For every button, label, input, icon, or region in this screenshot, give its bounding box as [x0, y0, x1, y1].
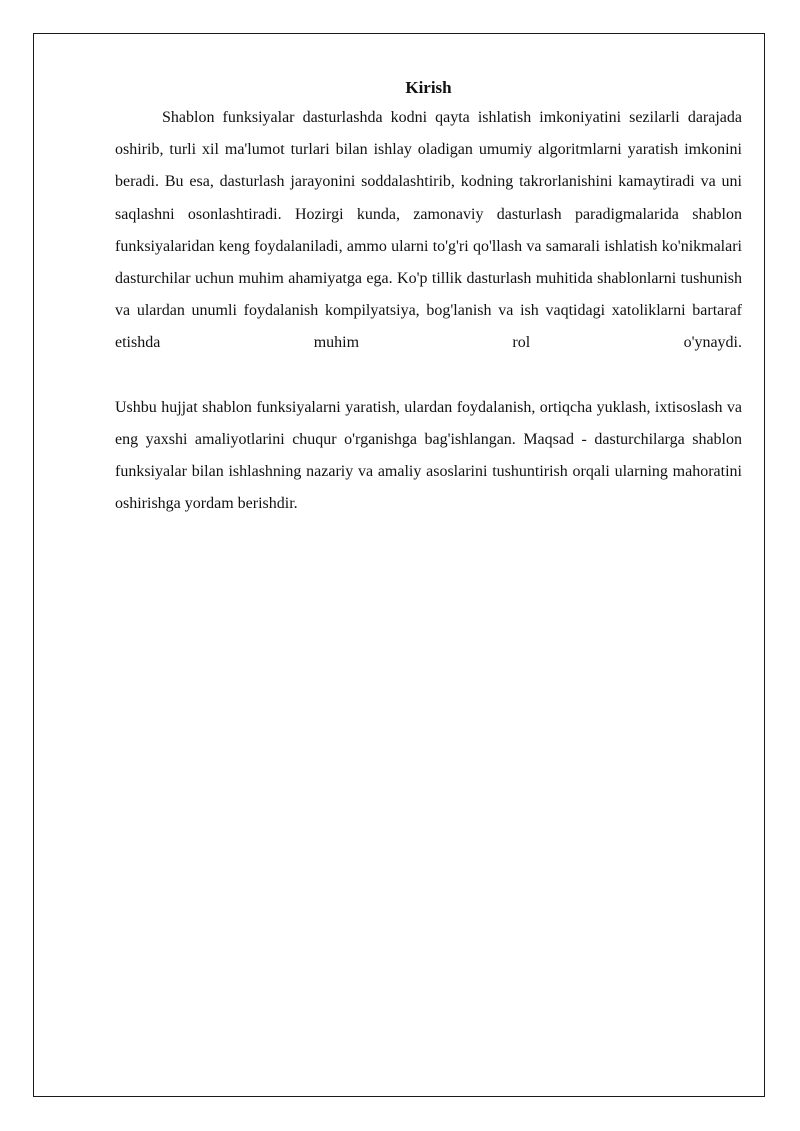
document-title: Kirish: [405, 78, 452, 97]
document-body: [115, 76, 742, 520]
paragraph-intro: Shablon funksiyalar dasturlashda kodni qayta ishlatish imkoniyatini sezilarli darajada oshirib, turli xil ma'lumot turlari bilan ishlay oladigan umumiy algoritmlarni yaratish imkonini beradi. Bu esa, dasturlash jarayonini soddalashtirib, kodning takrorlanishini kamaytiradi va uni saqlashni osonlashtiradi. Hozirgi kunda, zamonaviy dasturlash paradigmalarida shablon funksiyalaridan keng foydalaniladi, ammo ularni to'g'ri qo'llash va samarali ishlatish ko'nikmalari dasturchilar uchun muhim ahamiyatga ega. Ko'p tillik dasturlash muhitida shablonlarni tushunish va ulardan unumli foydalanish kompilyatsiya, bog'lanish va ish vaqtidagi xatoliklarni bartaraf etishda muhim rol o'ynaydi.: [115, 109, 742, 352]
paragraph-purpose: Ushbu hujjat shablon funksiyalarni yaratish, ulardan foydalanish, ortiqcha yuklash, ixtisoslash va eng yaxshi amaliyotlarini chuqur o'rganishga bag'ishlangan. Maqsad - dasturchilarga shablon funksiyalar bilan ishlashning nazariy va amaliy asoslarini tushuntirish orqali ularning mahoratini oshirishga yordam berishdir.: [115, 398, 742, 513]
